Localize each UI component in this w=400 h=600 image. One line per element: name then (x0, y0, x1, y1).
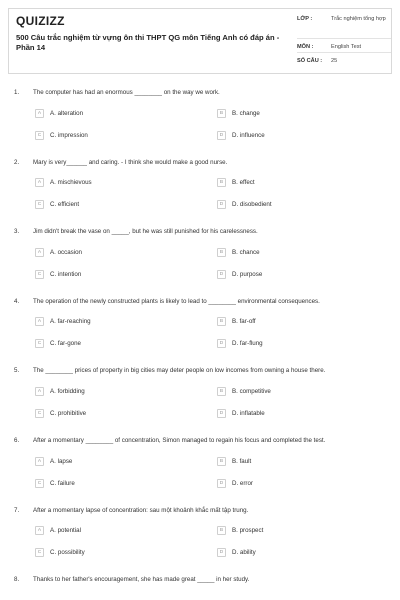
option-text: B. prospect (232, 527, 264, 535)
option-text: B. fault (232, 457, 252, 465)
page-title: 500 Câu trắc nghiệm từ vựng ôn thi THPT QG môn Tiếng Anh có đáp án - Phần 14 (16, 33, 280, 52)
option-letter-box: C (35, 339, 44, 348)
option-text: D. far-flung (232, 340, 263, 348)
answer-option[interactable] (217, 548, 256, 558)
option-text: D. disobedient (232, 201, 272, 209)
answer-option[interactable] (35, 247, 82, 257)
option-letter-box: B (217, 317, 226, 326)
option-letter-box: D (217, 339, 226, 348)
answer-option[interactable] (35, 526, 81, 536)
option-text: D. error (232, 479, 253, 487)
question-number: 3. (14, 228, 20, 236)
meta-row-count (297, 52, 391, 64)
option-letter-box: A (35, 248, 44, 257)
answer-option[interactable] (217, 478, 253, 488)
answer-option[interactable] (35, 478, 75, 488)
option-text: B. far-off (232, 318, 256, 326)
answer-option[interactable] (35, 456, 72, 466)
answer-option[interactable] (217, 408, 265, 418)
meta-label: MÔN : (297, 44, 314, 50)
meta-label: LỚP : (297, 16, 313, 22)
meta-row-class (297, 16, 391, 38)
question-text: The ________ prices of property in big cities may deter people on low incomes from owning a house there. (33, 367, 326, 375)
answer-option[interactable] (35, 108, 83, 118)
option-letter-box: B (217, 526, 226, 535)
question-number: 8. (14, 576, 20, 584)
option-letter-box: A (35, 317, 44, 326)
option-letter-box: A (35, 387, 44, 396)
option-letter-box: B (217, 387, 226, 396)
option-letter-box: A (35, 457, 44, 466)
option-text: B. effect (232, 179, 255, 187)
question-text: The operation of the newly constructed plants is likely to lead to ________ environmental consequences. (33, 297, 320, 305)
option-letter-box: C (35, 409, 44, 418)
answer-option[interactable] (217, 339, 263, 349)
answer-option[interactable] (35, 130, 88, 140)
option-letter-box: A (35, 109, 44, 118)
option-text: C. intention (50, 270, 82, 278)
meta-label: SỐ CÂU : (297, 58, 323, 64)
answer-option[interactable] (35, 339, 81, 349)
option-text: C. failure (50, 479, 75, 487)
answer-option[interactable] (217, 200, 272, 210)
answer-option[interactable] (35, 269, 81, 279)
question-item (0, 576, 400, 600)
document-header (8, 8, 392, 74)
answer-option[interactable] (217, 178, 255, 188)
question-text: Jim didn't break the vase on _____, but he was still punished for his carelessness. (33, 228, 258, 236)
question-text: After a momentary ________ of concentration, Simon managed to regain his focus and completed the test. (33, 437, 326, 444)
answer-option[interactable] (217, 526, 263, 536)
option-text: C. impression (50, 131, 88, 139)
option-letter-box: D (217, 479, 226, 488)
option-text: A. lapse (50, 457, 73, 465)
option-letter-box: C (35, 131, 44, 140)
option-letter-box: A (35, 526, 44, 535)
answer-option[interactable] (35, 178, 92, 188)
answer-option[interactable] (217, 317, 256, 327)
question-text: After a momentary lapse of concentration: sau một khoảnh khắc mất tập trung. (33, 506, 249, 514)
meta-value: Trắc nghiệm tổng hợp (331, 16, 386, 22)
option-text: A. occasion (50, 248, 82, 256)
option-letter-box: C (35, 270, 44, 279)
option-text: A. forbidding (50, 387, 85, 395)
answer-option[interactable] (35, 408, 86, 418)
option-letter-box: C (35, 200, 44, 209)
option-letter-box: B (217, 457, 226, 466)
option-letter-box: C (35, 479, 44, 488)
question-text: The computer has had an enormous ________ on the way we work. (33, 89, 220, 96)
answer-option[interactable] (35, 200, 79, 210)
question-item (0, 159, 400, 229)
answer-option[interactable] (217, 108, 260, 118)
option-text: C. far-gone (50, 340, 81, 348)
question-number: 5. (14, 367, 20, 375)
option-text: A. mischievous (50, 179, 92, 187)
answer-option[interactable] (217, 386, 271, 396)
question-item (0, 89, 400, 159)
answer-option[interactable] (217, 269, 262, 279)
question-number: 2. (14, 158, 20, 166)
question-number: 1. (14, 89, 20, 96)
option-text: D. inflatable (232, 409, 265, 417)
question-item (0, 437, 400, 507)
answer-option[interactable] (35, 548, 85, 558)
answer-option[interactable] (35, 386, 85, 396)
question-text: Mary is very______ and caring. - I think she would make a good nurse. (33, 158, 228, 166)
option-letter-box: B (217, 248, 226, 257)
question-number: 6. (14, 437, 20, 444)
option-letter-box: A (35, 178, 44, 187)
answer-option[interactable] (217, 456, 251, 466)
meta-value: 25 (331, 58, 338, 64)
question-item (0, 228, 400, 298)
option-letter-box: B (217, 109, 226, 118)
question-item (0, 507, 400, 577)
option-text: B. change (232, 109, 260, 117)
option-text: D. influence (232, 131, 265, 139)
meta-info (297, 16, 391, 64)
option-letter-box: D (217, 200, 226, 209)
option-text: C. prohibitive (50, 409, 87, 417)
answer-option[interactable] (217, 130, 265, 140)
question-number: 4. (14, 297, 20, 305)
answer-option[interactable] (217, 247, 260, 257)
meta-value: English Test (331, 44, 362, 50)
option-letter-box: B (217, 178, 226, 187)
option-text: C. possibility (50, 549, 85, 557)
option-letter-box: C (35, 548, 44, 557)
question-number: 7. (14, 506, 20, 514)
option-text: A. alteration (50, 109, 84, 117)
answer-option[interactable] (35, 317, 91, 327)
question-item (0, 367, 400, 437)
option-text: B. chance (232, 248, 260, 256)
option-text: A. far-reaching (50, 318, 91, 326)
meta-row-subject (297, 38, 391, 50)
option-letter-box: D (217, 409, 226, 418)
option-letter-box: D (217, 270, 226, 279)
option-text: B. competitive (232, 387, 271, 395)
option-text: D. purpose (232, 270, 263, 278)
option-letter-box: D (217, 548, 226, 557)
option-letter-box: D (217, 131, 226, 140)
option-text: A. potential (50, 527, 81, 535)
quizizz-logo: QUIZIZZ (16, 14, 65, 28)
option-text: D. ability (232, 549, 256, 557)
question-text: Thanks to her father's encouragement, she has made great _____ in her study. (33, 576, 250, 584)
question-item (0, 298, 400, 368)
option-text: C. efficient (50, 201, 80, 209)
